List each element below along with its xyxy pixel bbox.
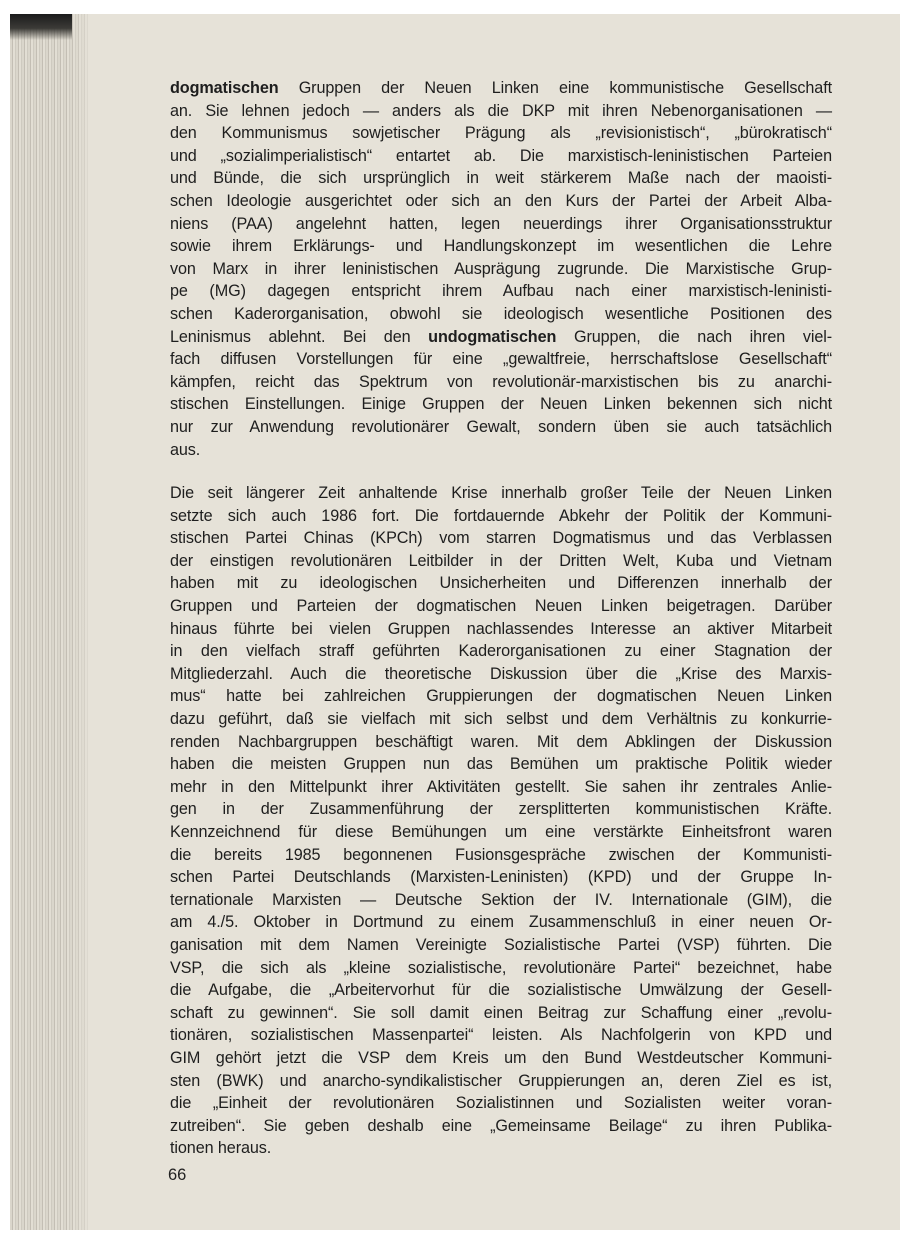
text-line: haben mit zu ideologischen Unsicherheiten und Differenzen innerhalb der — [170, 574, 832, 593]
paragraph-1 — [170, 77, 832, 461]
text-line: Leninismus ablehnt. Bei den undogmatischen Gruppen, die nach ihren viel- — [170, 327, 833, 346]
text-line: an. Sie lehnen jedoch — anders als die DKP mit ihren Nebenorganisationen — — [170, 101, 832, 120]
text-line: haben die meisten Gruppen nun das Bemühen um praktische Politik wieder — [170, 755, 832, 774]
text-line: schen Partei Deutschlands (Marxisten-Leninisten) (KPD) und der Gruppe In- — [170, 868, 832, 887]
text-line: mehr in den Mittelpunkt ihrer Aktivitäten gestellt. Sie sahen ihr zentrales Anlie- — [170, 777, 832, 796]
text-line: die „Einheit der revolutionären Sozialistinnen und Sozialisten weiter voran- — [170, 1094, 832, 1113]
text-line: tionen heraus. — [170, 1139, 272, 1158]
text-line: Mitgliederzahl. Auch die theoretische Diskussion über die „Krise des Marxis- — [170, 664, 832, 683]
text-line: ganisation mit dem Namen Vereinigte Sozialistische Partei (VSP) führten. Die — [170, 935, 832, 954]
text-line: stischen Einstellungen. Einige Gruppen der Neuen Linken bekennen sich nicht — [170, 395, 832, 414]
text-line: gen in der Zusammenführung der zersplitterten kommunistischen Kräfte. — [170, 800, 832, 819]
page-number: 66 — [168, 1166, 187, 1184]
text-line: sten (BWK) und anarcho-syndikalistischer Gruppierungen an, deren Ziel es ist, — [170, 1071, 832, 1090]
text-line: dogmatischen Gruppen der Neuen Linken eine kommunistische Gesellschaft — [170, 79, 832, 97]
text-line: schen Kaderorganisation, obwohl sie ideologisch wesentliche Positionen des — [170, 304, 832, 323]
text-line: in den vielfach straff geführten Kaderorganisationen zu einer Stagnation der — [170, 642, 832, 661]
text-line: niens (PAA) angelehnt hatten, legen neuerdings ihrer Organisationsstruktur — [170, 214, 832, 233]
text-line: der einstigen revolutionären Leitbilder in der Dritten Welt, Kuba und Vietnam — [170, 551, 832, 570]
text-line: schen Ideologie ausgerichtet oder sich an den Kurs der Partei der Arbeit Alba- — [170, 191, 832, 210]
text-line: renden Nachbargruppen beschäftigt waren. Mit dem Abklingen der Diskussion — [170, 732, 832, 751]
text-line: setzte sich auch 1986 fort. Die fortdauernde Abkehr der Politik der Kommuni- — [170, 506, 832, 525]
scan-shadow — [10, 14, 72, 40]
text-line: hinaus führte bei vielen Gruppen nachlassendes Interesse an aktiver Mitarbeit — [170, 619, 832, 638]
text-line: die Aufgabe, die „Arbeitervorhut für die sozialistische Umwälzung der Gesell- — [170, 981, 832, 1000]
text-line: ternationale Marxisten — Deutsche Sektion der IV. Internationale (GIM), die — [170, 890, 832, 909]
text-line: und „sozialimperialistisch“ entartet ab. Die marxistisch-leninistischen Parteien — [170, 146, 832, 165]
text-line: sowie ihrem Erklärungs- und Handlungskonzept im wesentlichen die Lehre — [170, 237, 832, 256]
paragraph-2 — [170, 482, 832, 1160]
text-line: den Kommunismus sowjetischer Prägung als „revisionistisch“, „bürokratisch“ — [170, 124, 832, 143]
text-line: dazu geführt, daß sie vielfach mit sich selbst und dem Verhältnis zu konkurrie- — [170, 710, 832, 729]
text-line: pe (MG) dagegen entspricht ihrem Aufbau nach einer marxistisch-leninisti- — [170, 282, 832, 301]
text-line: stischen Partei Chinas (KPCh) vom starren Dogmatismus und das Verblassen — [170, 529, 832, 548]
text-line: tionären, sozialistischen Massenpartei“ leisten. Als Nachfolgerin von KPD und — [170, 1026, 832, 1045]
text-line: fach diffusen Vorstellungen für eine „gewaltfreie, herrschaftslose Gesellschaft“ — [170, 350, 832, 369]
text-line: aus. — [170, 440, 201, 459]
text-line: schaft zu gewinnen“. Sie soll damit einen Beitrag zur Schaffung einer „revolu- — [170, 1003, 832, 1022]
text-line: die bereits 1985 begonnenen Fusionsgespräche zwischen der Kommunisti- — [170, 845, 832, 864]
text-line: Die seit längerer Zeit anhaltende Krise innerhalb großer Teile der Neuen Linken — [170, 484, 832, 503]
text-line: Gruppen und Parteien der dogmatischen Neuen Linken beigetragen. Darüber — [170, 597, 832, 616]
text-line: nur zur Anwendung revolutionärer Gewalt, sondern üben sie auch tatsächlich — [170, 417, 832, 436]
text-line: mus“ hatte bei zahlreichen Gruppierungen der dogmatischen Neuen Linken — [170, 687, 832, 706]
text-line: am 4./5. Oktober in Dortmund zu einem Zusammenschluß in einer neuen Or- — [170, 913, 832, 932]
text-line: zutreiben“. Sie geben deshalb eine „Gemeinsame Beilage“ zu ihren Publika- — [170, 1116, 832, 1135]
text-line: Kennzeichnend für diese Bemühungen um eine verstärkte Einheitsfront waren — [170, 823, 832, 841]
text-line: kämpfen, reicht das Spektrum von revolutionär-marxistischen bis zu anarchi- — [170, 372, 832, 391]
text-line: und Bünde, die sich ursprünglich in weit stärkerem Maße nach der maoisti- — [170, 169, 832, 188]
text-line: GIM gehört jetzt die VSP dem Kreis um den Bund Westdeutscher Kommuni- — [170, 1048, 832, 1067]
text-line: von Marx in ihrer leninistischen Ausprägung zugrunde. Die Marxistische Grup- — [170, 259, 832, 278]
body-text — [170, 77, 832, 1160]
text-line: VSP, die sich als „kleine sozialistische, revolutionäre Partei“ bezeichnet, habe — [170, 958, 832, 977]
